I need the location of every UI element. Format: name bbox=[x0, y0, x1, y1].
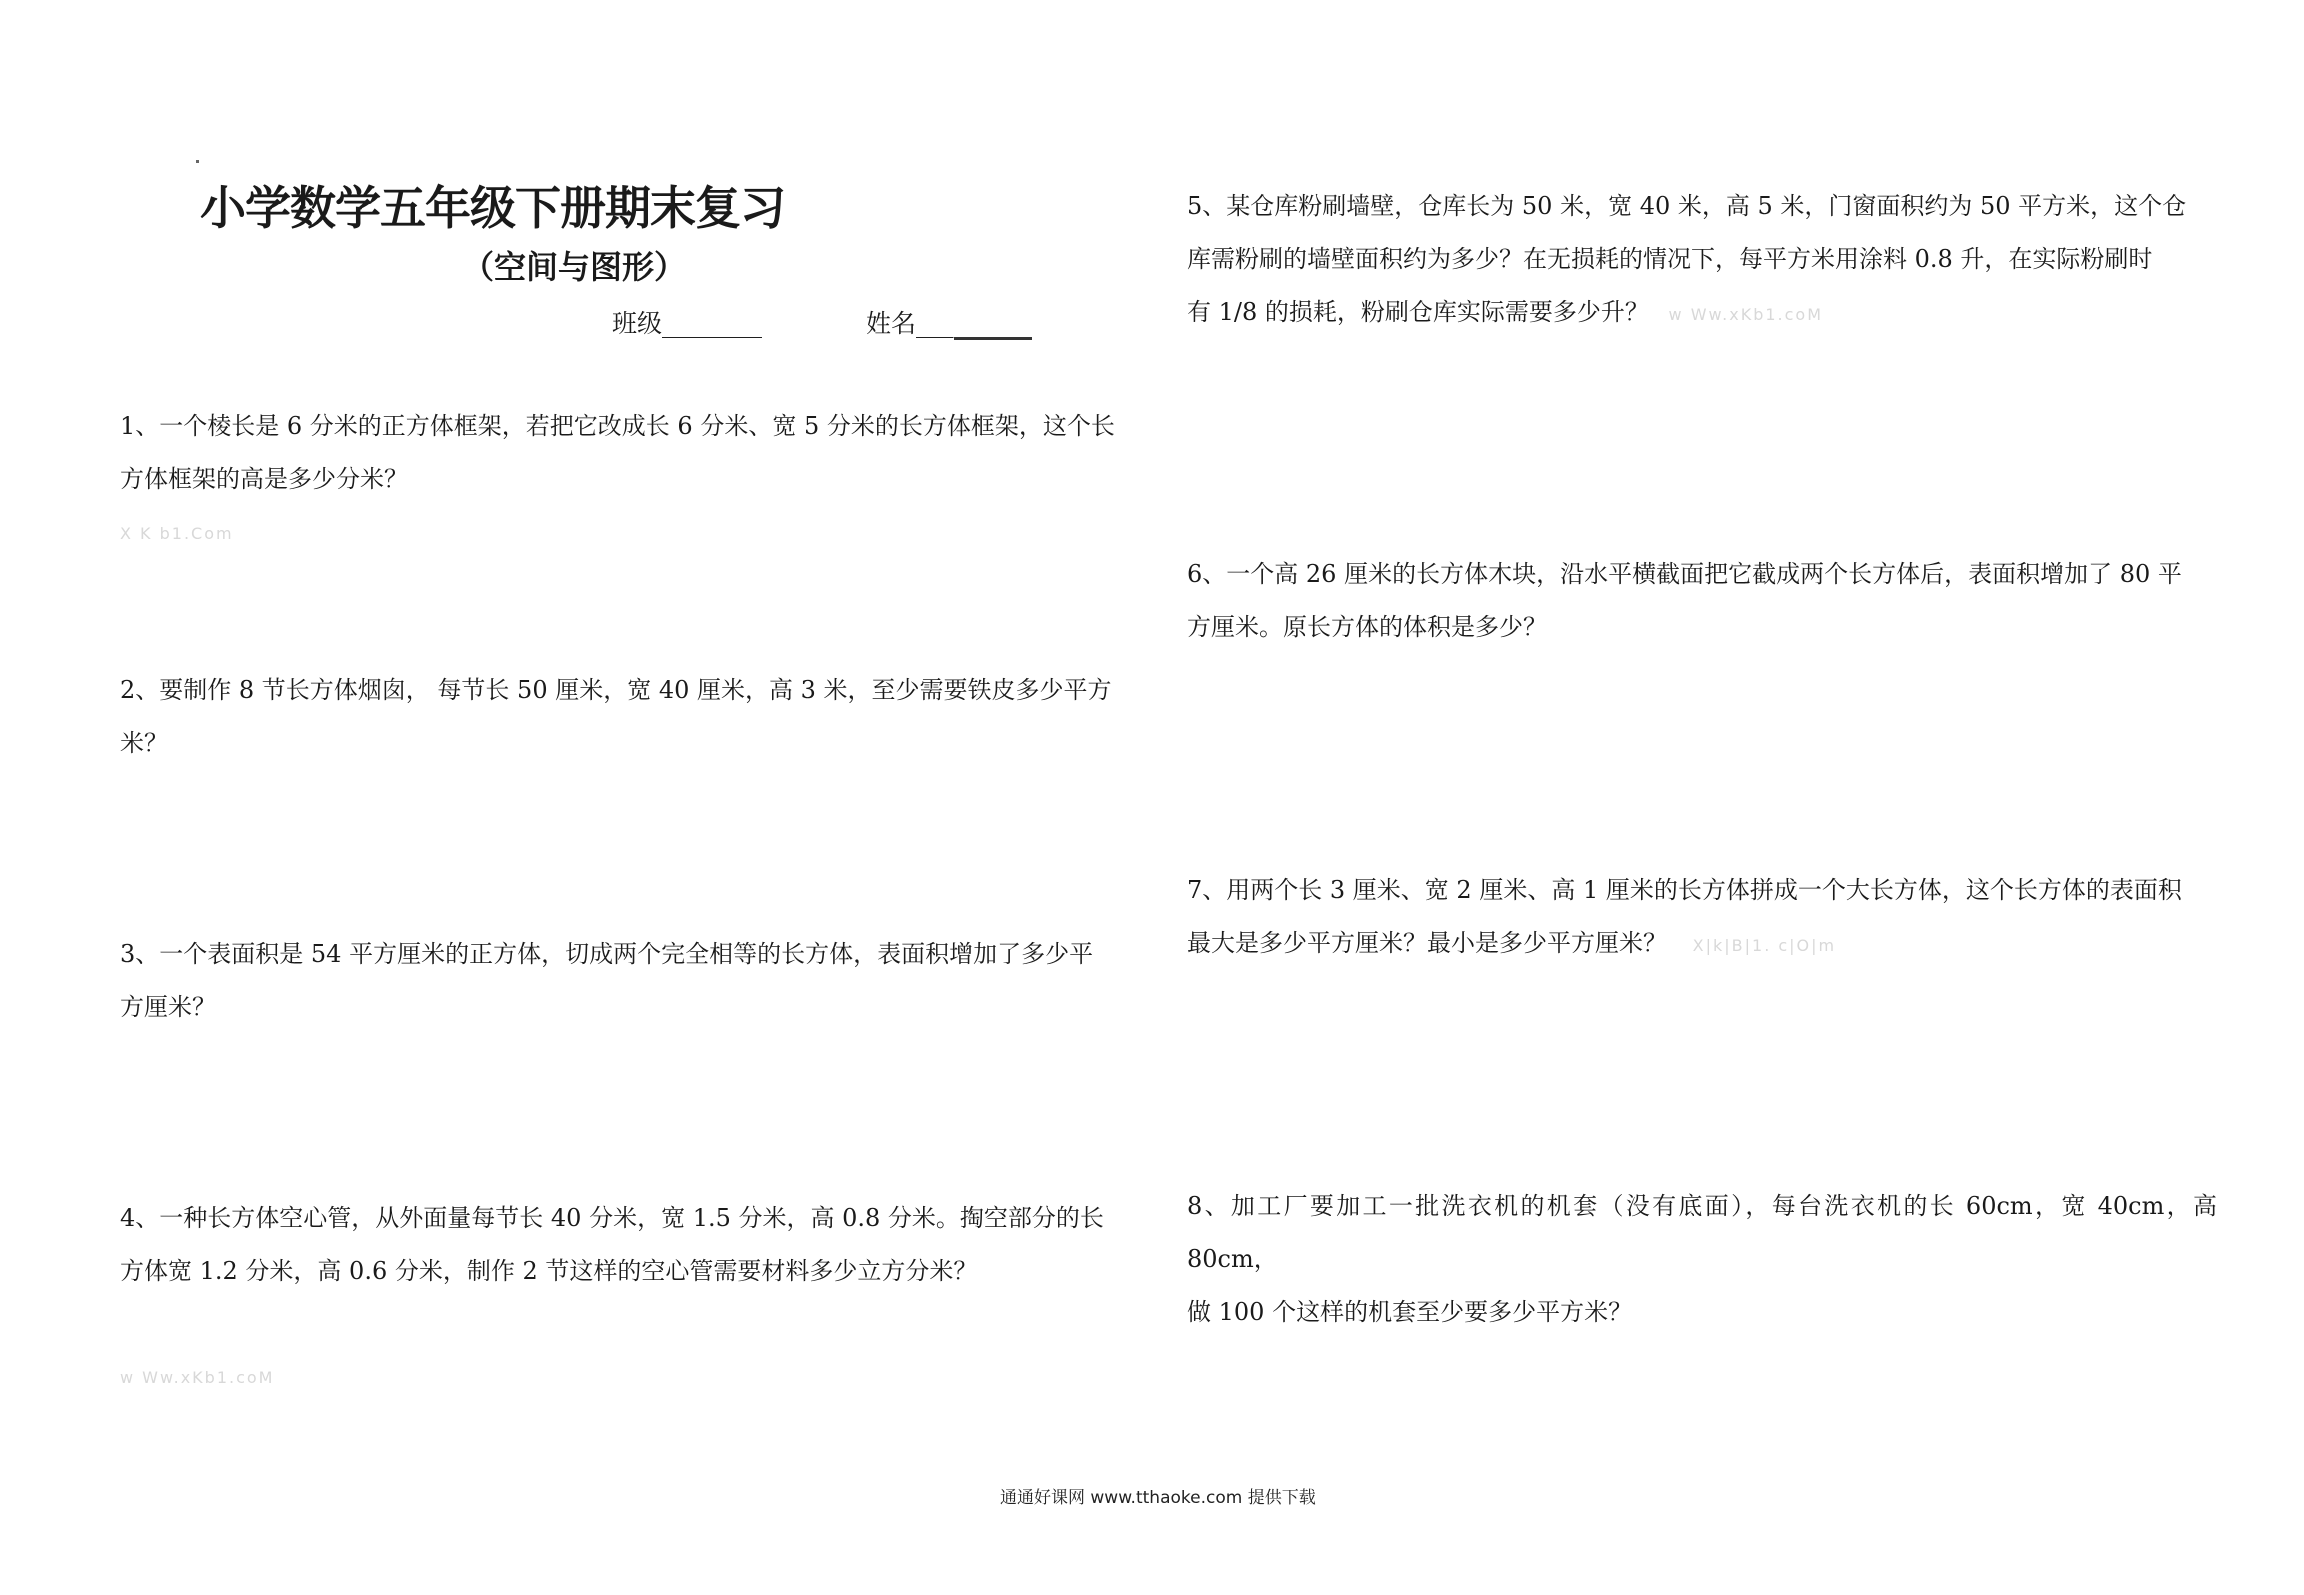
question-line bbox=[1187, 917, 2217, 972]
watermark: w Ww.xKb1.coM bbox=[120, 1368, 275, 1387]
class-field bbox=[612, 304, 762, 340]
question-line: 8、加工厂要加工一批洗衣机的机套（没有底面），每台洗衣机的长 60cm，宽 40cm，高 80cm， bbox=[1187, 1192, 2217, 1273]
question-line: 7、用两个长 3 厘米、宽 2 厘米、高 1 厘米的长方体拼成一个大长方体，这个长方体的表面积 bbox=[1187, 876, 2182, 904]
question-line: 3、一个表面积是 54 平方厘米的正方体，切成两个完全相等的长方体，表面积增加了多少平 bbox=[120, 940, 1094, 968]
question-3 bbox=[120, 928, 1150, 1034]
name-underline bbox=[954, 313, 1032, 340]
question-6 bbox=[1187, 548, 2217, 654]
question-line: 库需粉刷的墙壁面积约为多少？在无损耗的情况下，每平方米用涂料 0.8 升，在实际粉刷时 bbox=[1187, 245, 2153, 273]
watermark: X|k|B|1. c|O|m bbox=[1692, 936, 1837, 955]
class-blank: ________ bbox=[662, 309, 763, 338]
page-subtitle: （空间与图形） bbox=[462, 248, 687, 286]
page-title: 小学数学五年级下册期末复习 bbox=[200, 181, 785, 235]
question-4 bbox=[120, 1192, 1150, 1298]
watermark: X K b1.Com bbox=[120, 524, 234, 543]
question-line: 做 100 个这样的机套至少要多少平方米？ bbox=[1187, 1298, 1633, 1326]
watermark: w Ww.xKb1.coM bbox=[1668, 305, 1823, 324]
question-text: 有 1/8 的损耗，粉刷仓库实际需要多少升？ bbox=[1187, 298, 1649, 326]
name-field bbox=[866, 304, 1032, 340]
question-7 bbox=[1187, 864, 2217, 972]
question-line: 方厘米。原长方体的体积是多少？ bbox=[1187, 613, 1547, 641]
question-1 bbox=[120, 400, 1150, 506]
scan-dot bbox=[196, 160, 199, 163]
question-line: 6、一个高 26 厘米的长方体木块，沿水平横截面把它截成两个长方体后，表面积增加了 80 平 bbox=[1187, 560, 2182, 588]
footer-credit: 通通好课网 www.tthaoke.com 提供下载 bbox=[1000, 1488, 1316, 1508]
question-line: 方体框架的高是多少分米？ bbox=[120, 465, 408, 493]
question-text: 最大是多少平方厘米？最小是多少平方厘米？ bbox=[1187, 929, 1667, 957]
question-line bbox=[1187, 286, 2217, 341]
question-5 bbox=[1187, 180, 2217, 341]
question-line: 2、要制作 8 节长方体烟囱， 每节长 50 厘米，宽 40 厘米，高 3 米，至少需要铁皮多少平方 bbox=[120, 676, 1112, 704]
name-blank: ___ bbox=[916, 309, 954, 338]
question-8 bbox=[1187, 1180, 2217, 1339]
question-line: 方厘米？ bbox=[120, 993, 216, 1021]
question-2 bbox=[120, 664, 1150, 770]
name-label: 姓名 bbox=[866, 309, 917, 338]
question-line: 米？ bbox=[120, 729, 168, 757]
question-line: 1、一个棱长是 6 分米的正方体框架，若把它改成长 6 分米、宽 5 分米的长方体框架，这个长 bbox=[120, 412, 1115, 440]
class-label: 班级 bbox=[612, 309, 663, 338]
question-line: 4、一种长方体空心管，从外面量每节长 40 分米，宽 1.5 分米，高 0.8 分米。掏空部分的长 bbox=[120, 1204, 1104, 1232]
question-line: 方体宽 1.2 分米，高 0.6 分米，制作 2 节这样的空心管需要材料多少立方分米？ bbox=[120, 1257, 978, 1285]
question-line: 5、某仓库粉刷墙壁，仓库长为 50 米，宽 40 米，高 5 米，门窗面积约为 50 平方米，这个仓 bbox=[1187, 192, 2187, 220]
